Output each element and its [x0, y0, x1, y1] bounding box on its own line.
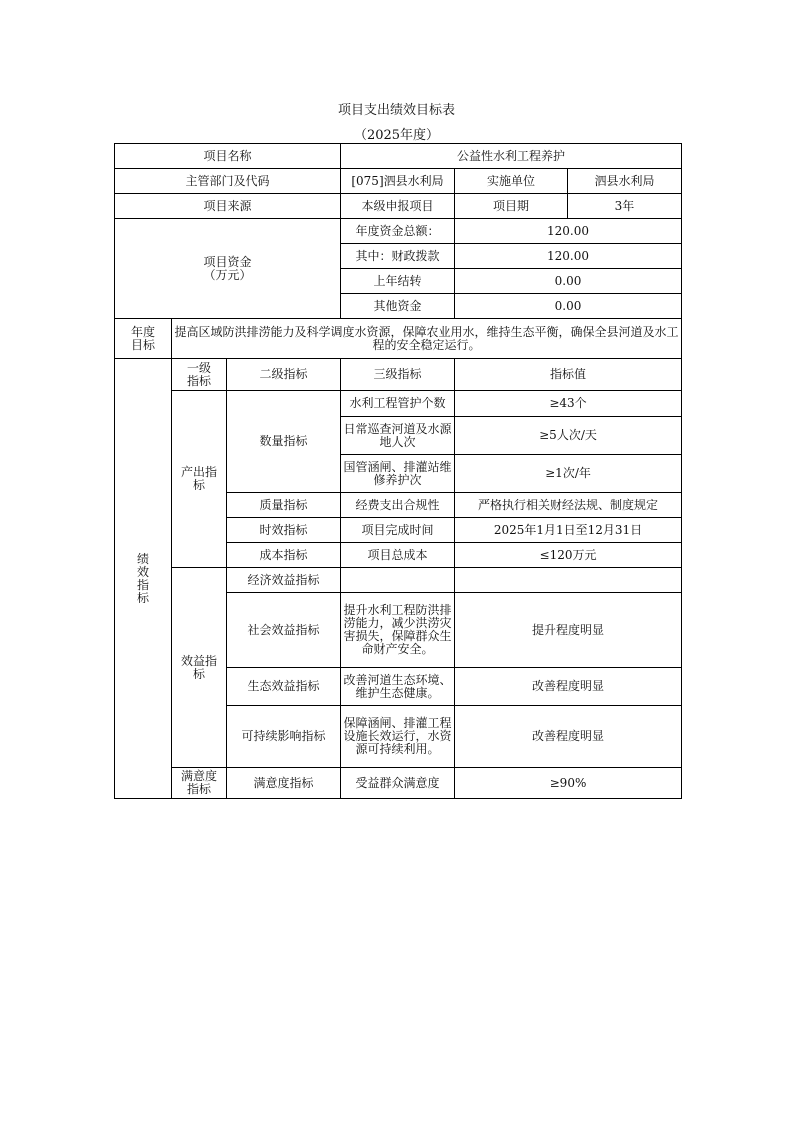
impl-unit-value: 泗县水利局	[568, 169, 682, 194]
quality-value: 严格执行相关财经法规、制度规定	[455, 493, 682, 518]
row-indicator-header	[115, 359, 682, 391]
quantity-1-value: ≥43个	[455, 391, 682, 417]
benefit-label	[172, 568, 227, 768]
funds-label-line2: （万元）	[203, 267, 252, 282]
time-label: 时效指标	[227, 518, 341, 543]
performance-table	[114, 143, 682, 799]
funds-fiscal-value: 120.00	[455, 244, 682, 269]
cost-value: ≤120万元	[455, 543, 682, 568]
row-funds-total	[115, 219, 682, 244]
ecological-value: 改善程度明显	[455, 668, 682, 706]
satisfaction-level1	[172, 768, 227, 799]
row-satisfaction	[115, 768, 682, 799]
ecological-label: 生态效益指标	[227, 668, 341, 706]
funds-total-label: 年度资金总额：	[341, 219, 455, 244]
time-name: 项目完成时间	[341, 518, 455, 543]
quantity-2-name: 日常巡查河道及水源地人次	[341, 417, 455, 455]
funds-total-value: 120.00	[455, 219, 682, 244]
funds-other-value: 0.00	[455, 294, 682, 319]
document-year: （2025年度）	[353, 128, 440, 143]
quantity-label: 数量指标	[227, 391, 341, 493]
dept-value: [075]泗县水利局	[341, 169, 455, 194]
economic-name	[341, 568, 455, 593]
satisfaction-label: 满意度指标	[227, 768, 341, 799]
head-level1-line1: 一级	[186, 360, 211, 375]
quality-name: 经费支出合规性	[341, 493, 455, 518]
satisfaction-value: ≥90%	[455, 768, 682, 799]
head-level2: 二级指标	[227, 359, 341, 391]
indicators-section-label	[115, 359, 172, 799]
row-economic	[115, 568, 682, 593]
sustain-name: 保障涵闸、排灌工程设施长效运行，水资源可持续利用。	[341, 706, 455, 768]
row-annual-goal	[115, 319, 682, 359]
funds-carry-label: 上年结转	[341, 269, 455, 294]
project-name-value: 公益性水利工程养护	[341, 144, 682, 169]
sustain-label: 可持续影响指标	[227, 706, 341, 768]
satisfaction-level1-line2: 指标	[186, 782, 211, 796]
source-label: 项目来源	[115, 194, 341, 219]
head-value: 指标值	[455, 359, 682, 391]
quantity-3-name: 国管涵闸、排灌站维修养护次	[341, 455, 455, 493]
source-value: 本级申报项目	[341, 194, 455, 219]
ecological-name: 改善河道生态环境、维护生态健康。	[341, 668, 455, 706]
goal-label-line2: 目标	[130, 337, 155, 352]
row-department	[115, 169, 682, 194]
project-name-label: 项目名称	[115, 144, 341, 169]
satisfaction-level1-line1: 满意度	[180, 769, 217, 783]
funds-carry-value: 0.00	[455, 269, 682, 294]
document-title: 项目支出绩效目标表	[337, 103, 455, 118]
row-project-name	[115, 144, 682, 169]
funds-other-label: 其他资金	[341, 294, 455, 319]
row-quantity-1	[115, 391, 682, 417]
indicators-section-text: 绩效指标	[136, 551, 149, 605]
satisfaction-name: 受益群众满意度	[341, 768, 455, 799]
benefit-label-line2: 标	[192, 666, 205, 681]
row-source	[115, 194, 682, 219]
goal-label	[115, 319, 172, 359]
output-label	[172, 391, 227, 568]
economic-value	[455, 568, 682, 593]
period-label: 项目期	[455, 194, 568, 219]
cost-label: 成本指标	[227, 543, 341, 568]
goal-text: 提高区域防洪排涝能力及科学调度水资源，保障农业用水，维持生态平衡，确保全县河道及水工程的安全稳定运行。	[172, 319, 682, 359]
impl-unit-label: 实施单位	[455, 169, 568, 194]
social-label: 社会效益指标	[227, 593, 341, 668]
quantity-3-value: ≥1次/年	[455, 455, 682, 493]
funds-fiscal-label: 其中：财政拨款	[341, 244, 455, 269]
head-level1	[172, 359, 227, 391]
economic-label: 经济效益指标	[227, 568, 341, 593]
dept-label: 主管部门及代码	[115, 169, 341, 194]
time-value: 2025年1月1日至12月31日	[455, 518, 682, 543]
head-level3: 三级指标	[341, 359, 455, 391]
output-label-line2: 标	[192, 478, 205, 492]
funds-label	[115, 219, 341, 319]
sustain-value: 改善程度明显	[455, 706, 682, 768]
period-value: 3年	[568, 194, 682, 219]
funds-label-line1: 项目资金	[203, 254, 252, 269]
cost-name: 项目总成本	[341, 543, 455, 568]
benefit-label-line1: 效益指	[180, 653, 217, 668]
social-name: 提升水利工程防洪排涝能力，减少洪涝灾害损失，保障群众生命财产安全。	[341, 593, 455, 668]
output-label-line1: 产出指	[180, 465, 217, 479]
quantity-2-value: ≥5人次/天	[455, 417, 682, 455]
quality-label: 质量指标	[227, 493, 341, 518]
social-value: 提升程度明显	[455, 593, 682, 668]
quantity-1-name: 水利工程管护个数	[341, 391, 455, 417]
goal-label-line1: 年度	[130, 324, 155, 339]
head-level1-line2: 指标	[186, 373, 211, 388]
